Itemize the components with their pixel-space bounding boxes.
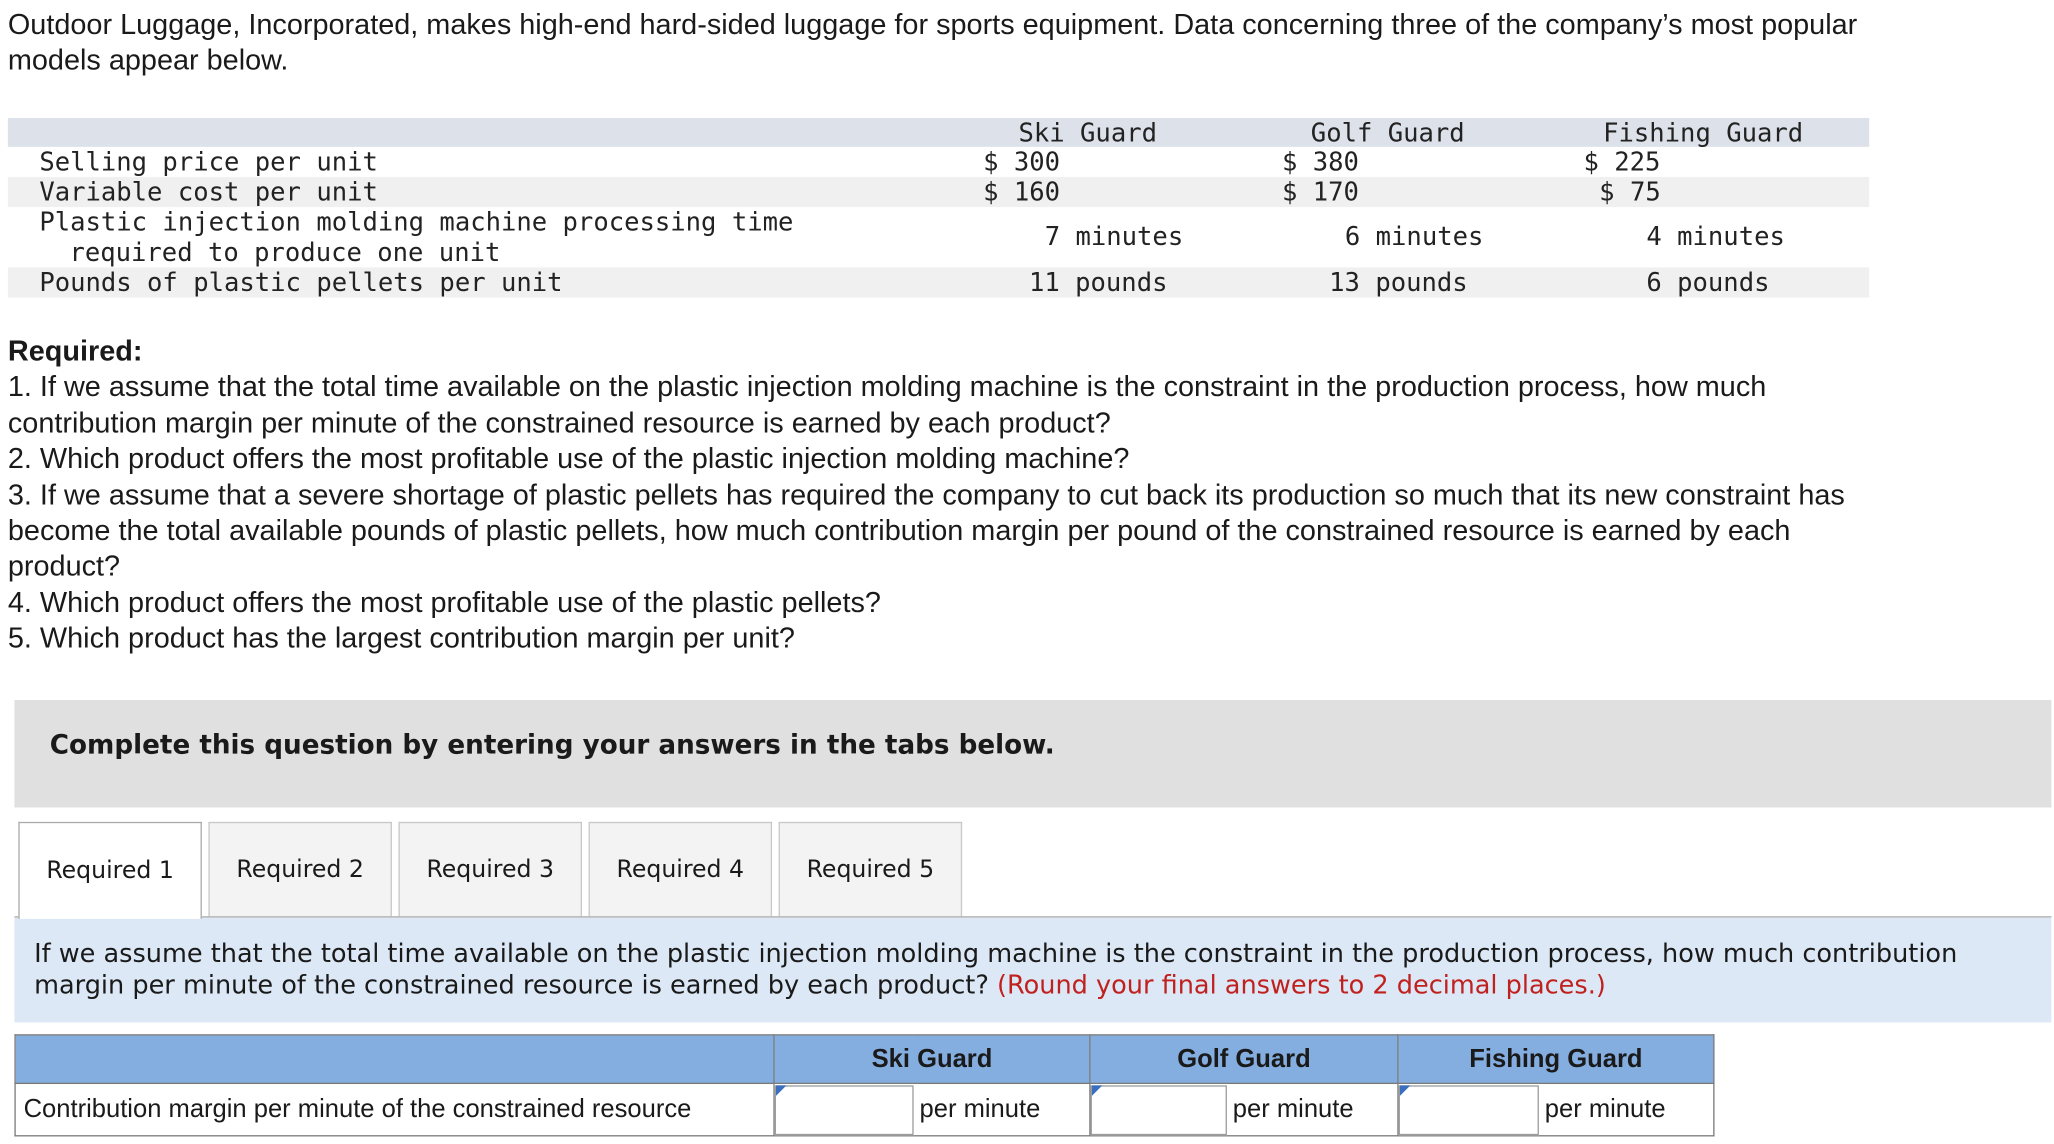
value-cell: $ 300 [983,146,1061,177]
required-item-2: 2. Which product offers the most profitable use of the plastic injection molding machine? [7,442,1130,475]
header-ski-guard: Ski Guard [1018,117,1158,149]
row-label: Plastic injection molding machine processing time [39,207,794,238]
answer-table [14,1034,1714,1136]
required-item-4: 4. Which product offers the most profitable use of the plastic pellets? [7,585,881,619]
row-variable-cost [8,177,1869,207]
data-table-header [8,118,1869,147]
value-cell: 4 minutes [1646,221,1785,252]
value-cell: 7 minutes [1044,221,1184,252]
rounding-note: (Round your final answers to 2 decimal places.) [997,969,1606,1001]
required-item-5: 5. Which product has the largest contribution margin per unit? [7,621,795,655]
intro-text: Outdoor Luggage, Incorporated, makes high-end hard-sided luggage for sports equipment. Data concerning three of the company’s most popular models appear below. [7,7,1858,77]
product-data-table [8,118,1869,298]
fishing-guard-answer-input[interactable] [1399,1085,1539,1135]
answer-header-golf-guard: Golf Guard [1090,1035,1398,1083]
input-marker-icon [1400,1085,1410,1095]
answer-cell-ski-guard [774,1083,913,1135]
answer-header-fishing-guard: Fishing Guard [1398,1035,1714,1083]
unit-label: per minute [1538,1083,1714,1135]
answer-header-ski-guard: Ski Guard [774,1035,1090,1083]
header-fishing-guard: Fishing Guard [1603,117,1804,149]
required-title: Required: [7,334,143,368]
tab-required-1[interactable]: Required 1 [18,822,202,919]
row-label: Variable cost per unit [39,176,378,208]
value-cell: $ 225 [1583,146,1661,177]
instruction-text: Complete this question by entering your answers in the tabs below. [49,728,1055,761]
value-cell: $ 380 [1281,146,1359,177]
ski-guard-answer-input[interactable] [775,1085,913,1135]
row-pellets [8,267,1869,297]
value-cell: 6 minutes [1344,221,1484,252]
value-cell: $ 160 [983,176,1061,208]
answer-cell-golf-guard [1090,1083,1226,1135]
row-label: Pounds of plastic pellets per unit [39,267,563,298]
value-cell: $ 75 [1599,176,1661,208]
answer-row [15,1083,1714,1135]
tab-required-3[interactable]: Required 3 [398,822,582,916]
header-golf-guard: Golf Guard [1310,117,1465,149]
value-cell: 6 pounds [1646,267,1770,298]
row-selling-price [8,147,1869,177]
unit-label: per minute [1226,1083,1398,1135]
tab-required-5[interactable]: Required 5 [779,822,963,916]
required-item-1: 1. If we assume that the total time available on the plastic injection molding machine is the constraint in the production process, how much contribution margin per minute of the constrained resource is earned by each product? [7,370,1767,439]
answer-row-label: Contribution margin per minute of the constrained resource [15,1083,774,1135]
answer-header-blank [15,1035,774,1083]
golf-guard-answer-input[interactable] [1091,1085,1227,1135]
tab-required-2[interactable]: Required 2 [208,822,392,916]
row-label-continued: required to produce one unit [69,237,501,268]
tab-required-4[interactable]: Required 4 [589,822,773,916]
required-section [8,333,1869,656]
input-marker-icon [1092,1085,1102,1095]
row-label: Selling price per unit [39,146,378,177]
question-text [34,939,2040,1002]
value-cell: 13 pounds [1329,267,1468,298]
answer-cell-fishing-guard [1398,1083,1538,1135]
question-panel [14,918,2051,1023]
required-item-3: 3. If we assume that a severe shortage of plastic pellets has required the company to cut back its production so much that its new constraint has become the total available pounds of plastic pellets, how much contribution margin per pound of the constrained resource is earned by each product? [7,477,1845,583]
instruction-banner [14,700,2051,807]
value-cell: 11 pounds [1028,267,1168,298]
input-marker-icon [776,1085,786,1095]
value-cell: $ 170 [1281,176,1359,208]
unit-label: per minute [913,1083,1090,1135]
row-processing-time [8,207,1869,267]
question-body: If we assume that the total time available on the plastic injection molding machine is the constraint in the production process, how much contribution margin per minute of the constrained resource is earned by each product? [34,938,1958,1001]
